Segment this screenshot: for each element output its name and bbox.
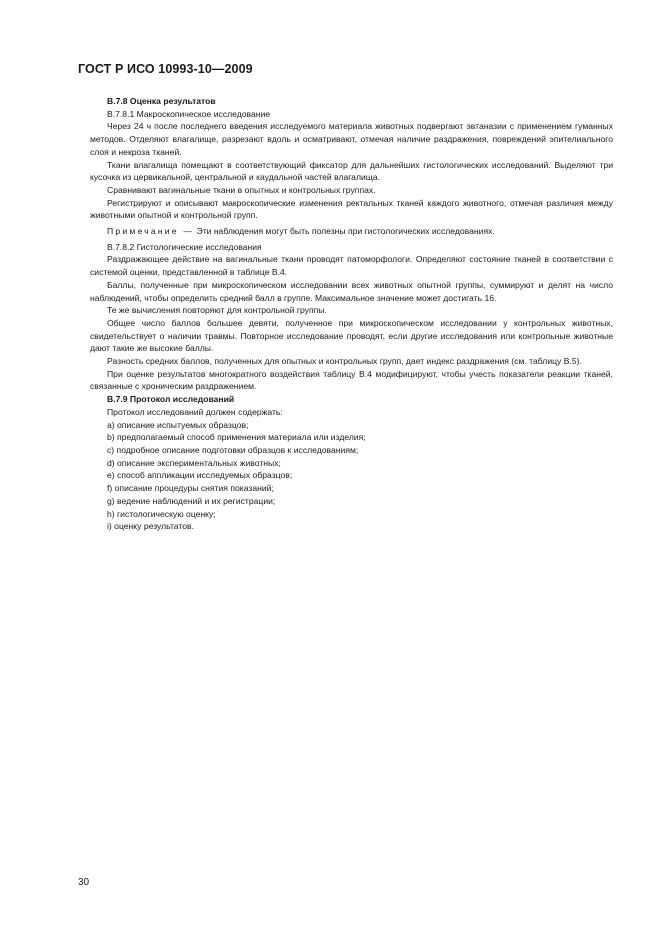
- list-item: b) предполагаемый способ применения материала или изделия;: [107, 432, 366, 443]
- paragraph: Через 24 ч после последнего введения исследуемого материала животных подвергают эвтаназии с применением гуманных методов. Отделяют влагалище, разрезают вдоль и осматривают, отмечая наличие раздражения, повреждений эпителиального слоя и некроза тканей.: [90, 121, 613, 157]
- paragraph: Регистрируют и описывают макроскопические изменения ректальных тканей каждого животного, отмечая различия между животными опытной и контрольной групп.: [90, 197, 613, 221]
- note-text: Эти наблюдения могут быть полезны при гистологических исследованиях.: [196, 226, 495, 237]
- paragraph: Общее число баллов большее девяти, полученное при микроскопическом исследовании у контрольных животных, свидетельствует о наличии травмы. Повторное исследование проводят, если другие исследования или контрольные животные дают такие же высокие баллы.: [90, 317, 613, 354]
- list-item: f) описание процедуры снятия показаний;: [107, 483, 274, 494]
- list-item: i) оценку результатов.: [107, 521, 194, 532]
- paragraph: Раздражающее действие на вагинальные ткани проводят патоморфологи. Определяют состояние тканей в соответствии с системой оценки, представленной в таблице В.4.: [90, 254, 613, 278]
- page-number: 30: [78, 877, 90, 888]
- paragraph: Те же вычисления повторяют для контрольной группы.: [107, 305, 327, 316]
- paragraph: Протокол исследований должен содержать:: [107, 406, 283, 417]
- paragraph: При оценке результатов многократного воздействия таблицу В.4 модифицируют, чтобы учесть показатели реакции тканей, связанные с хроническим раздражением.: [90, 368, 613, 392]
- paragraph: Сравнивают вагинальные ткани в опытных и контрольных группах.: [107, 184, 376, 195]
- document-body: [90, 95, 613, 533]
- list-item: d) описание экспериментальных животных;: [107, 457, 281, 468]
- note-paragraph: [90, 225, 613, 238]
- list-item: e) способ аппликации исследуемых образцов;: [107, 470, 293, 481]
- list-item: c) подробное описание подготовки образцов к исследованиям;: [107, 444, 359, 455]
- subsection-heading-b782: В.7.8.2 Гистологические исследования: [107, 241, 262, 252]
- paragraph: Баллы, полученные при микроскопическом исследовании всех животных опытной группы, суммируют и делят на число наблюдений, чтобы определить средний балл в группе. Максимальное значение может достигать 16.: [90, 279, 613, 303]
- list-item: h) гистологическую оценку;: [107, 508, 216, 519]
- document-header: ГОСТ Р ИСО 10993-10—2009: [78, 62, 253, 76]
- list-item: a) описание испытуемых образцов;: [107, 419, 249, 430]
- section-heading-b78: В.7.8 Оценка результатов: [107, 96, 216, 106]
- note-label: Примечание —: [107, 226, 195, 237]
- paragraph: Разность средних баллов, полученных для опытных и контрольных групп, дает индекс раздражения (см. таблицу В.5).: [107, 356, 582, 367]
- paragraph: Ткани влагалища помещают в соответствующий фиксатор для дальнейших гистологических исследований. Выделяют три кусочка из цервикальной, центральной и каудальной частей влагалища.: [90, 159, 613, 183]
- section-heading-b79: В.7.9 Протокол исследований: [107, 394, 235, 405]
- list-item: g) ведение наблюдений и их регистрации;: [107, 495, 276, 506]
- subsection-heading-b781: В.7.8.1 Макроскопическое исследование: [107, 108, 271, 119]
